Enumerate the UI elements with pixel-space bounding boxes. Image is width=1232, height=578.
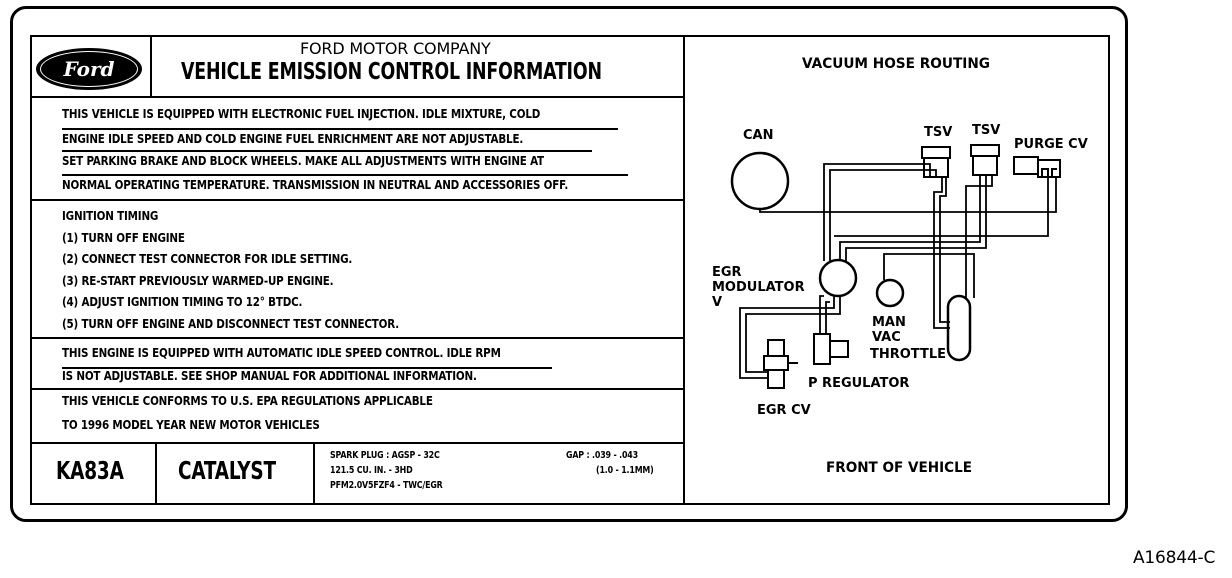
underline — [62, 174, 628, 176]
p-regulator-label: P REGULATOR — [808, 376, 910, 391]
underline — [62, 128, 618, 130]
info-line: THIS VEHICLE IS EQUIPPED WITH ELECTRONIC FUEL INJECTION. IDLE MIXTURE, COLD — [62, 106, 541, 121]
timing-step: (2) CONNECT TEST CONNECTOR FOR IDLE SETTING. — [62, 251, 353, 266]
tsv-2-label: TSV — [972, 123, 1001, 138]
engine-family-spec: PFM2.0V5FZF4 - TWC/EGR — [330, 480, 443, 491]
can-label: CAN — [743, 128, 774, 143]
idle-line: IS NOT ADJUSTABLE. SEE SHOP MANUAL FOR ADDITIONAL INFORMATION. — [62, 368, 477, 383]
displacement-spec: 121.5 CU. IN. - 3HD — [330, 465, 413, 476]
ford-logo-icon: Ford — [36, 48, 142, 90]
section-divider — [30, 199, 684, 201]
section-divider — [30, 337, 684, 339]
info-line: ENGINE IDLE SPEED AND COLD ENGINE FUEL ENRICHMENT ARE NOT ADJUSTABLE. — [62, 131, 524, 146]
purge-valve-icon — [1014, 157, 1060, 177]
footer-col-divider — [313, 442, 315, 505]
epa-line: TO 1996 MODEL YEAR NEW MOTOR VEHICLES — [62, 417, 320, 432]
info-line: NORMAL OPERATING TEMPERATURE. TRANSMISSION IN NEUTRAL AND ACCESSORIES OFF. — [62, 177, 569, 192]
label-title: VEHICLE EMISSION CONTROL INFORMATION — [181, 59, 602, 85]
info-line: SET PARKING BRAKE AND BLOCK WHEELS. MAKE ALL ADJUSTMENTS WITH ENGINE AT — [62, 153, 544, 168]
underline — [62, 150, 592, 152]
section-divider — [30, 388, 684, 390]
tsv-valve-2-icon — [971, 145, 999, 175]
throttle-body-icon — [948, 296, 970, 360]
egr-modulator-label: MODULATOR — [712, 280, 805, 295]
diagram-title: VACUUM HOSE ROUTING — [802, 56, 990, 72]
epa-line: THIS VEHICLE CONFORMS TO U.S. EPA REGULATIONS APPLICABLE — [62, 393, 433, 408]
egr-modulator-label: EGR — [712, 265, 742, 280]
manifold-vacuum-icon — [877, 280, 903, 306]
header-divider — [30, 96, 684, 98]
pressure-regulator-icon — [814, 334, 848, 364]
company-name: FORD MOTOR COMPANY — [300, 39, 491, 58]
spark-plug-spec: SPARK PLUG : AGSP - 32C — [330, 450, 440, 461]
footer-col-divider — [155, 442, 157, 505]
man-vac-label: MAN — [872, 315, 906, 330]
purge-cv-label: PURGE CV — [1014, 137, 1088, 152]
footer-divider — [30, 442, 684, 444]
engine-code: KA83A — [56, 456, 124, 485]
front-of-vehicle-label: FRONT OF VEHICLE — [826, 460, 972, 476]
egr-modulator-icon — [820, 260, 856, 296]
gap-spec: GAP : .039 - .043 — [566, 450, 638, 461]
idle-line: THIS ENGINE IS EQUIPPED WITH AUTOMATIC IDLE SPEED CONTROL. IDLE RPM — [62, 345, 501, 360]
egr-cv-label: EGR CV — [757, 403, 811, 418]
vacuum-hose-diagram — [684, 36, 1108, 504]
timing-step: (3) RE-START PREVIOUSLY WARMED-UP ENGINE. — [62, 273, 334, 288]
timing-step: (4) ADJUST IGNITION TIMING TO 12° BTDC. — [62, 294, 303, 309]
timing-step: (1) TURN OFF ENGINE — [62, 230, 185, 245]
logo-divider — [150, 35, 152, 97]
egr-control-valve-icon — [764, 340, 798, 388]
gap-mm-spec: (1.0 - 1.1MM) — [596, 465, 654, 476]
throttle-label: THROTTLE — [870, 347, 947, 362]
vacuum-hose-lines — [740, 164, 1056, 378]
egr-modulator-label: V — [712, 295, 723, 310]
timing-heading: IGNITION TIMING — [62, 208, 159, 223]
catalyst-label: CATALYST — [178, 456, 276, 485]
canister-icon — [732, 153, 788, 209]
man-vac-label: VAC — [872, 330, 901, 345]
timing-step: (5) TURN OFF ENGINE AND DISCONNECT TEST CONNECTOR. — [62, 316, 400, 331]
figure-id: A16844-C — [1133, 548, 1216, 568]
tsv-1-label: TSV — [924, 125, 953, 140]
